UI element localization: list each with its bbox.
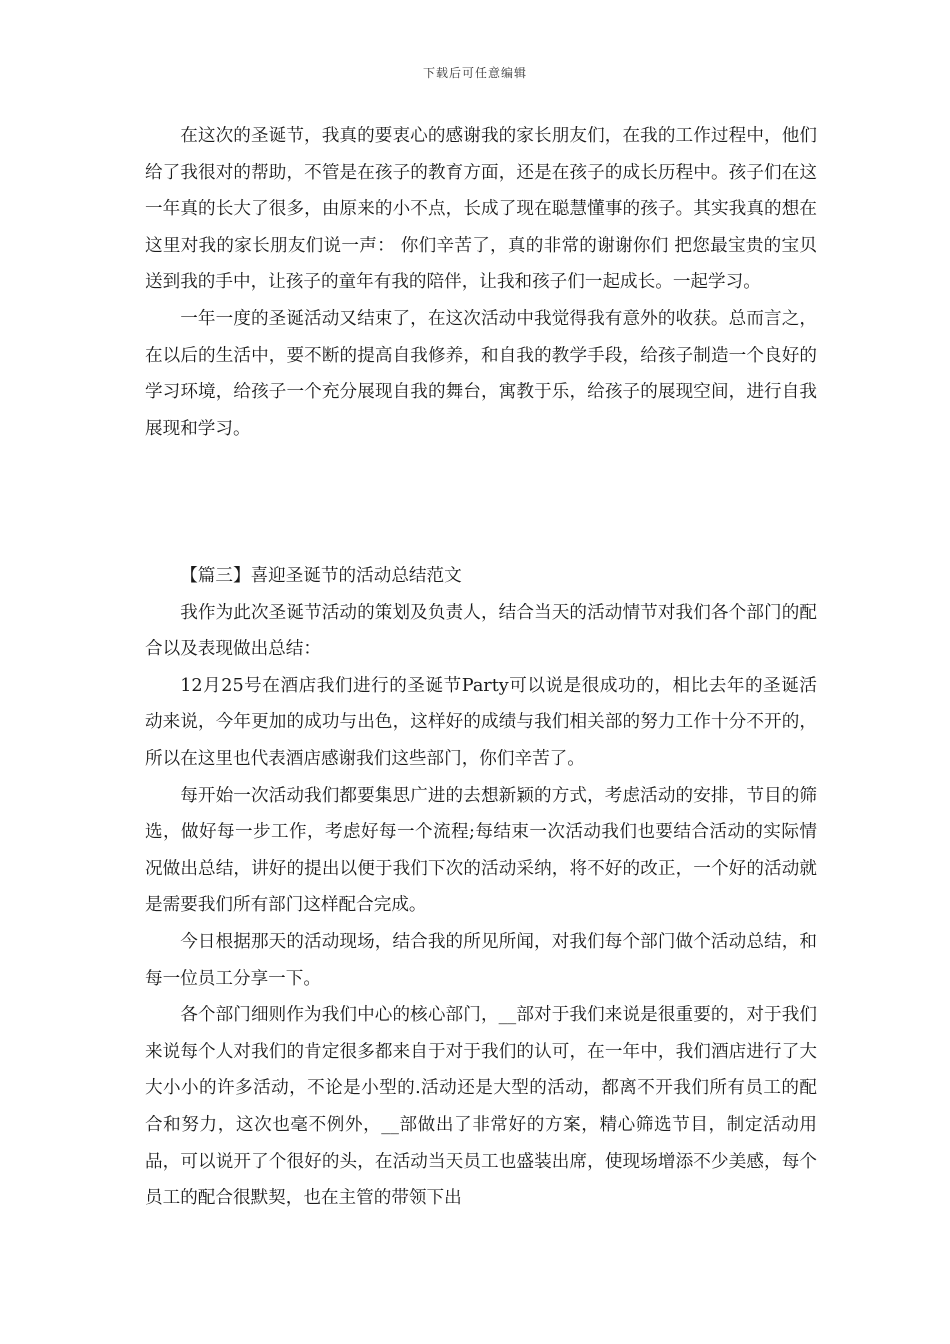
paragraph: 一年一度的圣诞活动又结束了，在这次活动中我觉得我有意外的收获。总而言之，在以后的生活中，要不断的提高自我修养，和自我的教学手段，给孩子制造一个良好的学习环境，给孩子一个充分展现自我的舞台，寓教于乐，给孩子的展现空间，进行自我展现和学习。	[145, 308, 817, 439]
section-title: 【篇三】喜迎圣诞节的活动总结范文	[180, 566, 462, 586]
paragraph: 在这次的圣诞节，我真的要衷心的感谢我的家长朋友们，在我的工作过程中，他们给了我很对的帮助，不管是在孩子的教育方面，还是在孩子的成长历程中。孩子们在这一年真的长大了很多，由原来的小不点，长成了现在聪慧懂事的孩子。其实我真的想在这里对我的家长朋友们说一声： 你们辛苦了，真的非常的谢谢你们 把您最宝贵的宝贝送到我的手中，让孩子的童年有我的陪伴，让我和孩子们一起成长。一起学习。	[145, 126, 817, 293]
intro-section	[145, 118, 817, 447]
paragraph: 12月25号在酒店我们进行的圣诞节Party可以说是很成功的，相比去年的圣诞活动来说，今年更加的成功与出色，这样好的成绩与我们相关部的努力工作十分不开的，所以在这里也代表酒店感谢我们这些部门，你们辛苦了。	[145, 675, 817, 769]
paragraph: 今日根据那天的活动现场，结合我的所见所闻，对我们每个部门做个活动总结，和每一位员工分享一下。	[145, 931, 817, 989]
section-three	[145, 558, 817, 1217]
page-header-note: 下载后可任意编辑	[422, 66, 527, 80]
paragraph: 各个部门细则作为我们中心的核心部门，__部对于我们来说是很重要的，对于我们来说每个人对我们的肯定很多都来自于对于我们的认可，在一年中，我们酒店进行了大大小小的许多活动，不论是小型的.活动还是大型的活动，都离不开我们所有员工的配合和努力，这次也毫不例外，__部做出了非常好的方案，精心筛选节目，制定活动用品，可以说开了个很好的头，在活动当天员工也盛装出席，使现场增添不少美感，每个员工的配合很默契，也在主管的带领下出	[145, 1005, 817, 1209]
paragraph: 每开始一次活动我们都要集思广进的去想新颖的方式，考虑活动的安排，节目的筛选，做好每一步工作，考虑好每一个流程;每结束一次活动我们也要结合活动的实际情况做出总结，讲好的提出以便于我们下次的活动采纳，将不好的改正，一个好的活动就是需要我们所有部门这样配合完成。	[145, 785, 817, 916]
paragraph: 我作为此次圣诞节活动的策划及负责人，结合当天的活动情节对我们各个部门的配合以及表现做出总结：	[145, 602, 817, 660]
